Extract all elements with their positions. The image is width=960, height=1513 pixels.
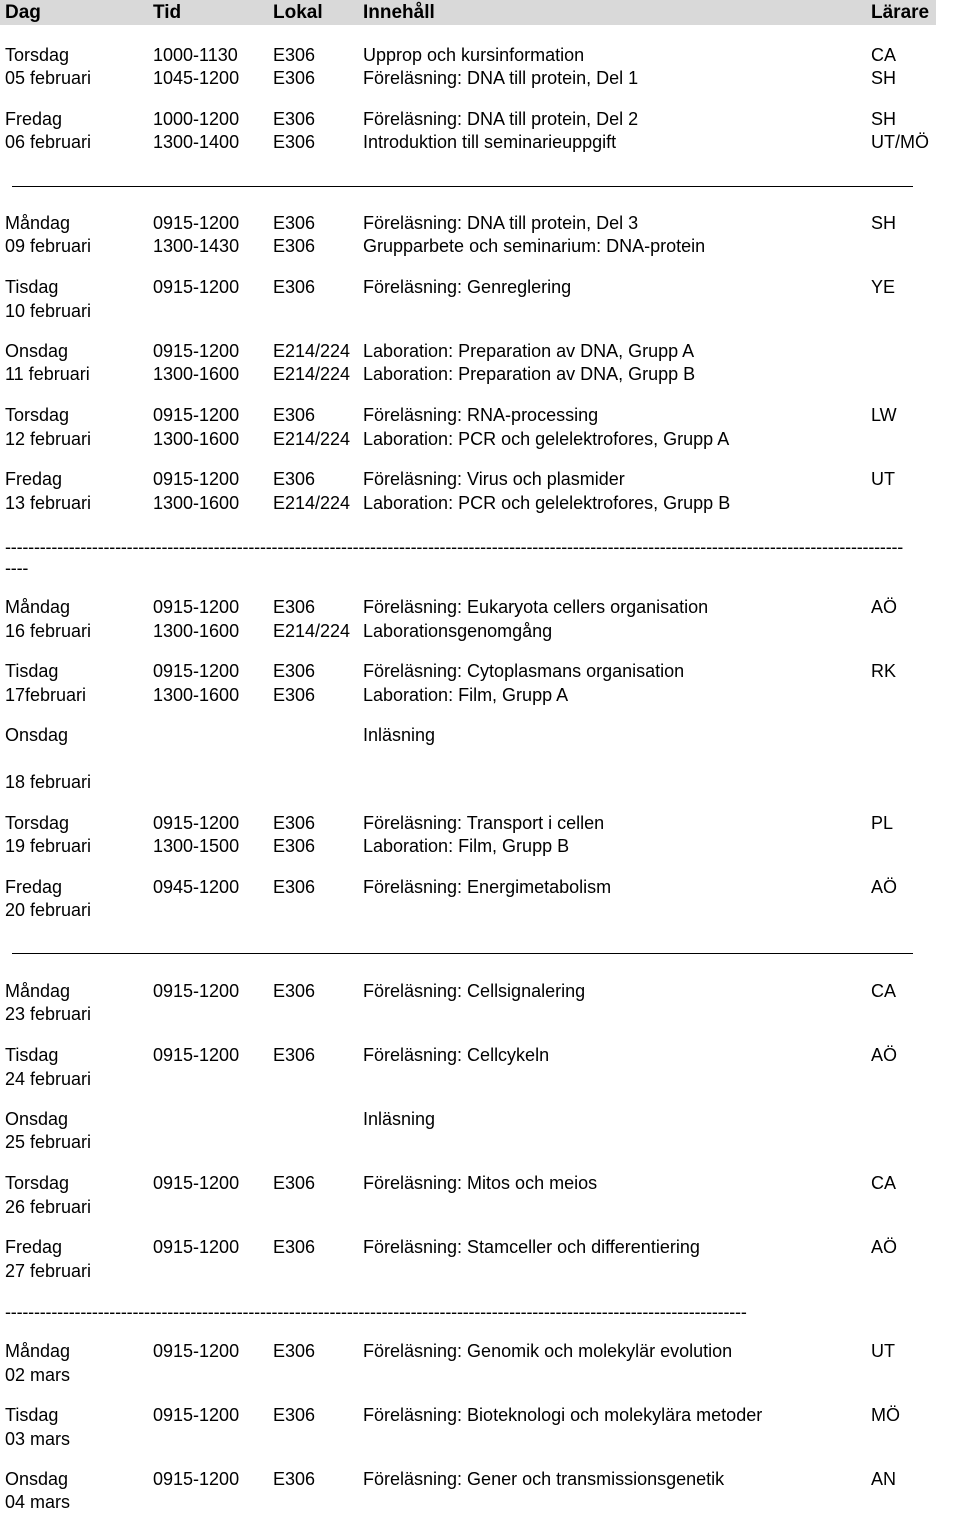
cell-time: 1300-1500 — [153, 836, 240, 856]
cell-teacher: SH — [871, 213, 897, 233]
cell-content: Laboration: PCR och gelelektrofores, Grupp A — [363, 429, 730, 449]
cell-day: 06 februari — [5, 132, 92, 152]
cell-room: E306 — [273, 877, 316, 897]
cell-day: Onsdag — [5, 1109, 69, 1129]
cell-day: 02 mars — [5, 1365, 71, 1385]
cell-day: 12 februari — [5, 429, 92, 449]
cell-time: 1000-1200 — [153, 109, 240, 129]
cell-content: Föreläsning: Virus och plasmider — [363, 469, 625, 489]
cell-time: 1300-1600 — [153, 685, 240, 705]
cell-time: 0945-1200 — [153, 877, 240, 897]
cell-content: Föreläsning: DNA till protein, Del 2 — [363, 109, 639, 129]
cell-day: Måndag — [5, 213, 71, 233]
cell-content: Föreläsning: Cellcykeln — [363, 1045, 550, 1065]
cell-day: 16 februari — [5, 621, 92, 641]
cell-teacher: MÖ — [871, 1405, 900, 1425]
header-content: Innehåll — [363, 2, 435, 23]
cell-day: 25 februari — [5, 1132, 92, 1152]
section-divider — [12, 186, 913, 187]
cell-time: 0915-1200 — [153, 213, 240, 233]
cell-room: E306 — [273, 132, 316, 152]
cell-day: Måndag — [5, 597, 71, 617]
cell-day: Torsdag — [5, 1173, 70, 1193]
cell-time: 1300-1600 — [153, 364, 240, 384]
cell-content: Föreläsning: Stamceller och differentiering — [363, 1237, 700, 1257]
cell-time: 0915-1200 — [153, 813, 240, 833]
cell-content: Laboration: Film, Grupp B — [363, 836, 570, 856]
cell-day: Måndag — [5, 1341, 71, 1361]
cell-time: 1300-1430 — [153, 236, 240, 256]
cell-room: E306 — [273, 213, 316, 233]
cell-teacher: LW — [871, 405, 897, 425]
cell-content: Föreläsning: Mitos och meios — [363, 1173, 598, 1193]
cell-time: 0915-1200 — [153, 1405, 240, 1425]
cell-teacher: CA — [871, 45, 897, 65]
cell-day: 10 februari — [5, 301, 92, 321]
cell-content: Laboration: Preparation av DNA, Grupp B — [363, 364, 696, 384]
cell-day: Tisdag — [5, 661, 59, 681]
cell-room: E306 — [273, 45, 316, 65]
cell-content: Inläsning — [363, 725, 436, 745]
cell-time: 1300-1600 — [153, 429, 240, 449]
cell-time: 0915-1200 — [153, 981, 240, 1001]
cell-teacher: UT — [871, 469, 895, 489]
cell-day: Torsdag — [5, 813, 70, 833]
cell-content: Inläsning — [363, 1109, 436, 1129]
cell-content: Föreläsning: DNA till protein, Del 1 — [363, 68, 639, 88]
cell-time: 1000-1130 — [153, 45, 238, 65]
cell-content: Föreläsning: RNA-processing — [363, 405, 599, 425]
cell-room: E306 — [273, 109, 316, 129]
cell-teacher: AN — [871, 1469, 897, 1489]
cell-day: Fredag — [5, 1237, 63, 1257]
cell-room: E306 — [273, 661, 316, 681]
cell-day: 17februari — [5, 685, 87, 705]
cell-room: E306 — [273, 813, 316, 833]
cell-content: Föreläsning: Eukaryota cellers organisation — [363, 597, 709, 617]
cell-room: E306 — [273, 1469, 316, 1489]
cell-day: 11 februari — [5, 364, 90, 384]
cell-day: 13 februari — [5, 493, 92, 513]
cell-teacher: SH — [871, 109, 897, 129]
section-divider — [12, 953, 913, 954]
cell-content: Föreläsning: Bioteknologi och molekylära metoder — [363, 1405, 763, 1425]
cell-content: Introduktion till seminarieuppgift — [363, 132, 617, 152]
cell-time: 0915-1200 — [153, 1341, 240, 1361]
cell-room: E306 — [273, 469, 316, 489]
cell-time: 1300-1600 — [153, 621, 240, 641]
cell-day: Tisdag — [5, 1405, 59, 1425]
cell-day: Tisdag — [5, 1045, 59, 1065]
cell-teacher: RK — [871, 661, 897, 681]
cell-day: Onsdag — [5, 725, 69, 745]
cell-content: Föreläsning: Genomik och molekylär evolution — [363, 1341, 733, 1361]
cell-room: E306 — [273, 1045, 316, 1065]
cell-time: 0915-1200 — [153, 1045, 240, 1065]
cell-content: Föreläsning: DNA till protein, Del 3 — [363, 213, 639, 233]
cell-room: E306 — [273, 1237, 316, 1257]
cell-content: Föreläsning: Gener och transmissionsgenetik — [363, 1469, 725, 1489]
header-day: Dag — [5, 2, 41, 23]
cell-time: 1045-1200 — [153, 68, 240, 88]
cell-teacher: AÖ — [871, 877, 898, 897]
cell-time: 0915-1200 — [153, 597, 240, 617]
cell-room: E306 — [273, 68, 316, 88]
cell-room: E306 — [273, 1341, 316, 1361]
cell-day: 19 februari — [5, 836, 92, 856]
cell-room: E214/224 — [273, 493, 351, 513]
cell-room: E306 — [273, 1405, 316, 1425]
cell-room: E214/224 — [273, 621, 351, 641]
cell-room: E214/224 — [273, 429, 351, 449]
cell-day: 18 februari — [5, 772, 92, 792]
cell-time: 1300-1600 — [153, 493, 240, 513]
cell-day: 23 februari — [5, 1004, 92, 1024]
header-room: Lokal — [273, 2, 323, 23]
cell-day: Fredag — [5, 469, 63, 489]
cell-time: 0915-1200 — [153, 661, 240, 681]
cell-content: Föreläsning: Cellsignalering — [363, 981, 586, 1001]
cell-content: Laboration: Film, Grupp A — [363, 685, 569, 705]
cell-day: 04 mars — [5, 1492, 71, 1512]
cell-day: 09 februari — [5, 236, 92, 256]
cell-room: E306 — [273, 405, 316, 425]
cell-day: 05 februari — [5, 68, 92, 88]
cell-day: Fredag — [5, 877, 63, 897]
cell-teacher: AÖ — [871, 597, 898, 617]
dashed-divider: -------------------------------------------------------------------------------------------------------------------------------- — [5, 1302, 747, 1322]
cell-room: E306 — [273, 836, 316, 856]
cell-day: 24 februari — [5, 1069, 92, 1089]
header-teacher: Lärare — [871, 2, 930, 23]
cell-time: 1300-1400 — [153, 132, 240, 152]
cell-room: E306 — [273, 981, 316, 1001]
cell-room: E306 — [273, 685, 316, 705]
cell-teacher: SH — [871, 68, 897, 88]
dashed-divider-tail: ---- — [5, 558, 29, 578]
cell-day: Fredag — [5, 109, 63, 129]
cell-teacher: UT/MÖ — [871, 132, 929, 152]
cell-teacher: UT — [871, 1341, 895, 1361]
cell-room: E306 — [273, 1173, 316, 1193]
cell-day: Onsdag — [5, 1469, 69, 1489]
cell-content: Föreläsning: Genreglering — [363, 277, 572, 297]
cell-time: 0915-1200 — [153, 341, 240, 361]
header-time: Tid — [153, 2, 182, 23]
cell-teacher: PL — [871, 813, 894, 833]
cell-day: Måndag — [5, 981, 71, 1001]
cell-content: Föreläsning: Cytoplasmans organisation — [363, 661, 685, 681]
cell-room: E306 — [273, 236, 316, 256]
cell-content: Laboration: PCR och gelelektrofores, Grupp B — [363, 493, 731, 513]
cell-time: 0915-1200 — [153, 1469, 240, 1489]
cell-day: Torsdag — [5, 405, 70, 425]
cell-day: 20 februari — [5, 900, 92, 920]
cell-day: 26 februari — [5, 1197, 92, 1217]
cell-teacher: AÖ — [871, 1237, 898, 1257]
cell-day: Tisdag — [5, 277, 59, 297]
cell-content: Upprop och kursinformation — [363, 45, 585, 65]
cell-content: Laborationsgenomgång — [363, 621, 553, 641]
cell-teacher: CA — [871, 981, 897, 1001]
cell-teacher: CA — [871, 1173, 897, 1193]
cell-teacher: AÖ — [871, 1045, 898, 1065]
cell-time: 0915-1200 — [153, 469, 240, 489]
dashed-divider: ----------------------------------------------------------------------------------------------------------------------------------------------------------- — [5, 537, 904, 557]
cell-time: 0915-1200 — [153, 277, 240, 297]
cell-day: 03 mars — [5, 1429, 71, 1449]
cell-day: 27 februari — [5, 1261, 92, 1281]
cell-time: 0915-1200 — [153, 1237, 240, 1257]
cell-day: Torsdag — [5, 45, 70, 65]
cell-room: E306 — [273, 597, 316, 617]
cell-content: Föreläsning: Energimetabolism — [363, 877, 612, 897]
cell-room: E214/224 — [273, 341, 351, 361]
table-header — [0, 0, 936, 25]
cell-room: E306 — [273, 277, 316, 297]
cell-content: Grupparbete och seminarium: DNA-protein — [363, 236, 706, 256]
cell-time: 0915-1200 — [153, 1173, 240, 1193]
cell-room: E214/224 — [273, 364, 351, 384]
cell-teacher: YE — [871, 277, 896, 297]
cell-time: 0915-1200 — [153, 405, 240, 425]
cell-content: Föreläsning: Transport i cellen — [363, 813, 605, 833]
cell-day: Onsdag — [5, 341, 69, 361]
cell-content: Laboration: Preparation av DNA, Grupp A — [363, 341, 695, 361]
